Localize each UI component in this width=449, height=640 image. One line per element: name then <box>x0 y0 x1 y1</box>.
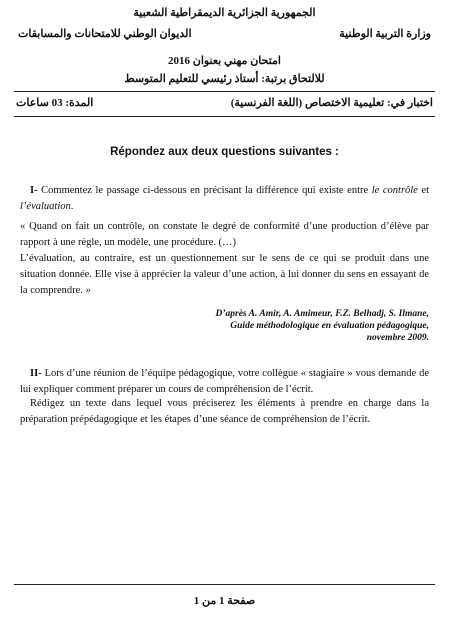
term-evaluation: l’évaluation <box>20 201 71 212</box>
exam-duration: المدة: 03 ساعات <box>16 97 94 109</box>
exam-office-name: الديوان الوطني للامتحانات والمسابقات <box>18 28 192 40</box>
question-1-text-mid: et <box>417 185 430 196</box>
quote-source <box>215 308 429 344</box>
question-2-number: II- <box>30 368 42 379</box>
term-controle: le contrôle <box>371 185 418 196</box>
question-1-text: Commentez le passage ci-dessous en précisant la différence qui existe entre <box>37 185 372 196</box>
quoted-passage <box>20 219 429 299</box>
source-authors: D’après A. Amir, A. Amimeur, F.Z. Belhadj, S. Ilmane, <box>215 309 429 319</box>
source-title: Guide méthodologique en évaluation pédagogique, <box>230 321 429 331</box>
question-2 <box>20 366 429 398</box>
header-divider-top <box>14 91 435 92</box>
instructions-heading: Répondez aux deux questions suivantes : <box>110 146 339 158</box>
source-date: novembre 2009. <box>366 333 429 343</box>
question-1-number: I- <box>30 185 38 196</box>
question-2-task <box>20 396 429 428</box>
page-number: صفحة 1 من 1 <box>193 595 256 607</box>
quote-paragraph-1: « Quand on fait un contrôle, on constate le degré de conformité d’une production d’élève par rapport à une règle, un modèle, une procédure. (…) <box>20 221 429 248</box>
question-1 <box>20 183 429 215</box>
question-1-text-end: . <box>70 201 74 212</box>
promotion-line: للالتحاق برتبة: أستاذ رئيسي للتعليم المتوسط <box>124 73 325 85</box>
ministry-name: وزارة التربية الوطنية <box>339 28 431 40</box>
footer-divider <box>14 584 435 585</box>
header-divider-bottom <box>14 116 435 117</box>
quote-paragraph-2: L’évaluation, au contraire, est un questionnement sur le sens de ce qui se produit dans une situation donnée. Elle vise à apprécier la valeur d’une action, à lui donner du sens en essayant de la comprendre. » <box>20 253 429 296</box>
question-2-task-text: Rédigez un texte dans lequel vous préciserez les éléments à prendre en charge dans la préparation prépédagogique et les étapes d’une séance de compréhension de l’écrit. <box>20 398 429 425</box>
exam-title: امتحان مهني بعنوان 2016 <box>167 55 281 67</box>
question-2-text: Lors d’une réunion de l’équipe pédagogique, votre collègue « stagiaire » vous demande de lui expliquer comment préparer un cours de compréhension de l’écrit. <box>20 368 429 395</box>
republic-title: الجمهورية الجزائرية الديمقراطية الشعبية <box>133 7 316 19</box>
exam-subject: اختبار في: تعليمية الاختصاص (اللغة الفرنسية) <box>230 97 433 109</box>
